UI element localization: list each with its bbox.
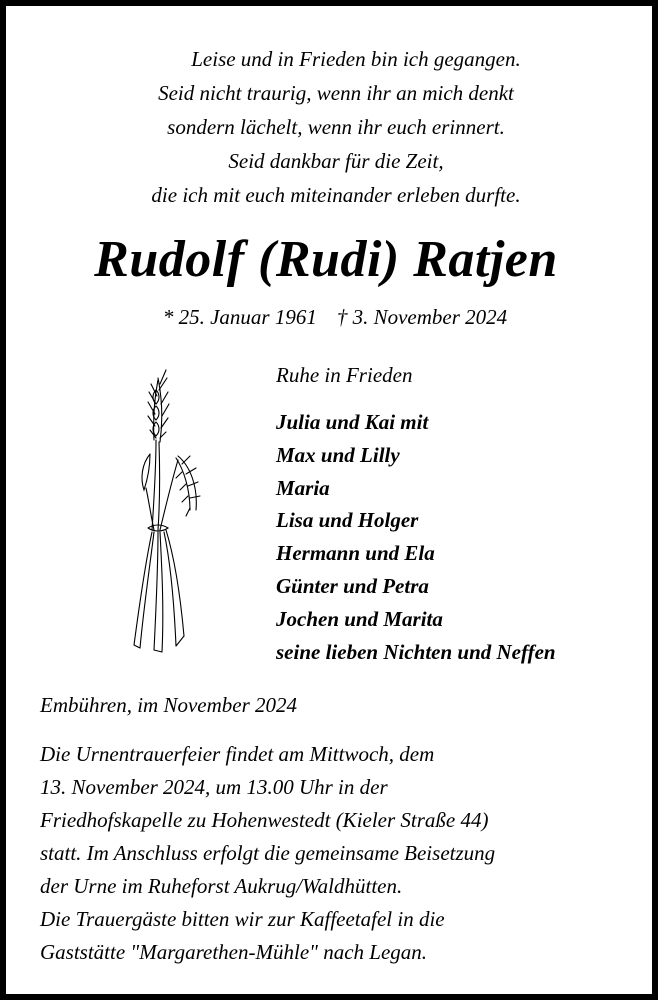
list-item: Lisa und Holger [276, 508, 419, 533]
notice-line: Die Urnentrauerfeier findet am Mittwoch, dem [40, 742, 435, 766]
wheat-stalks [146, 440, 178, 530]
place-and-date: Embühren, im November 2024 [40, 693, 298, 717]
rest-in-peace-text: Ruhe in Frieden [276, 363, 413, 387]
death-date: † 3. November 2024 [336, 305, 508, 329]
list-item: Maria [276, 475, 330, 500]
life-dates [6, 302, 658, 332]
poem-line: Seid nicht traurig, wenn ihr an mich denkt [158, 81, 514, 105]
notice-line: der Urne im Ruheforst Aukrug/Waldhütten. [40, 874, 403, 898]
poem-line: die ich mit euch miteinander erleben durfte. [151, 183, 521, 207]
memorial-poem [26, 42, 646, 212]
notice-line: statt. Im Anschluss erfolgt die gemeinsame Beisetzung [40, 841, 496, 865]
list-item: Max und Lilly [276, 442, 400, 467]
wheat-ear-right [176, 456, 200, 516]
notice-line: Friedhofskapelle zu Hohenwestedt (Kieler Straße 44) [40, 808, 489, 832]
list-item: Jochen und Marita [276, 606, 443, 631]
wheat-leaf [142, 454, 150, 490]
mourners-list [276, 406, 556, 668]
deceased-name: Rudolf (Rudi) Ratjen [94, 231, 558, 288]
notice-line: 13. November 2024, um 13.00 Uhr in der [40, 775, 388, 799]
wheat-lower-stalks [134, 530, 184, 652]
funeral-notice [40, 738, 640, 969]
poem-line: Leise und in Frieden bin ich gegangen. [191, 47, 521, 71]
wheat-ears-icon [116, 360, 226, 660]
list-item: seine lieben Nichten und Neffen [276, 639, 556, 664]
poem-line: Seid dankbar für die Zeit, [228, 149, 444, 173]
list-item: Julia und Kai mit [276, 410, 429, 434]
birth-date: * 25. Januar 1961 [162, 305, 317, 329]
notice-line: Die Trauergäste bitten wir zur Kaffeetafel in die [40, 907, 445, 931]
wheat-ear-left [148, 370, 169, 442]
notice-line: Gaststätte "Margarethen-Mühle" nach Legan. [40, 940, 428, 964]
list-item: Günter und Petra [276, 573, 429, 598]
poem-line: sondern lächelt, wenn ihr euch erinnert. [167, 115, 505, 139]
list-item: Hermann und Ela [276, 541, 435, 566]
